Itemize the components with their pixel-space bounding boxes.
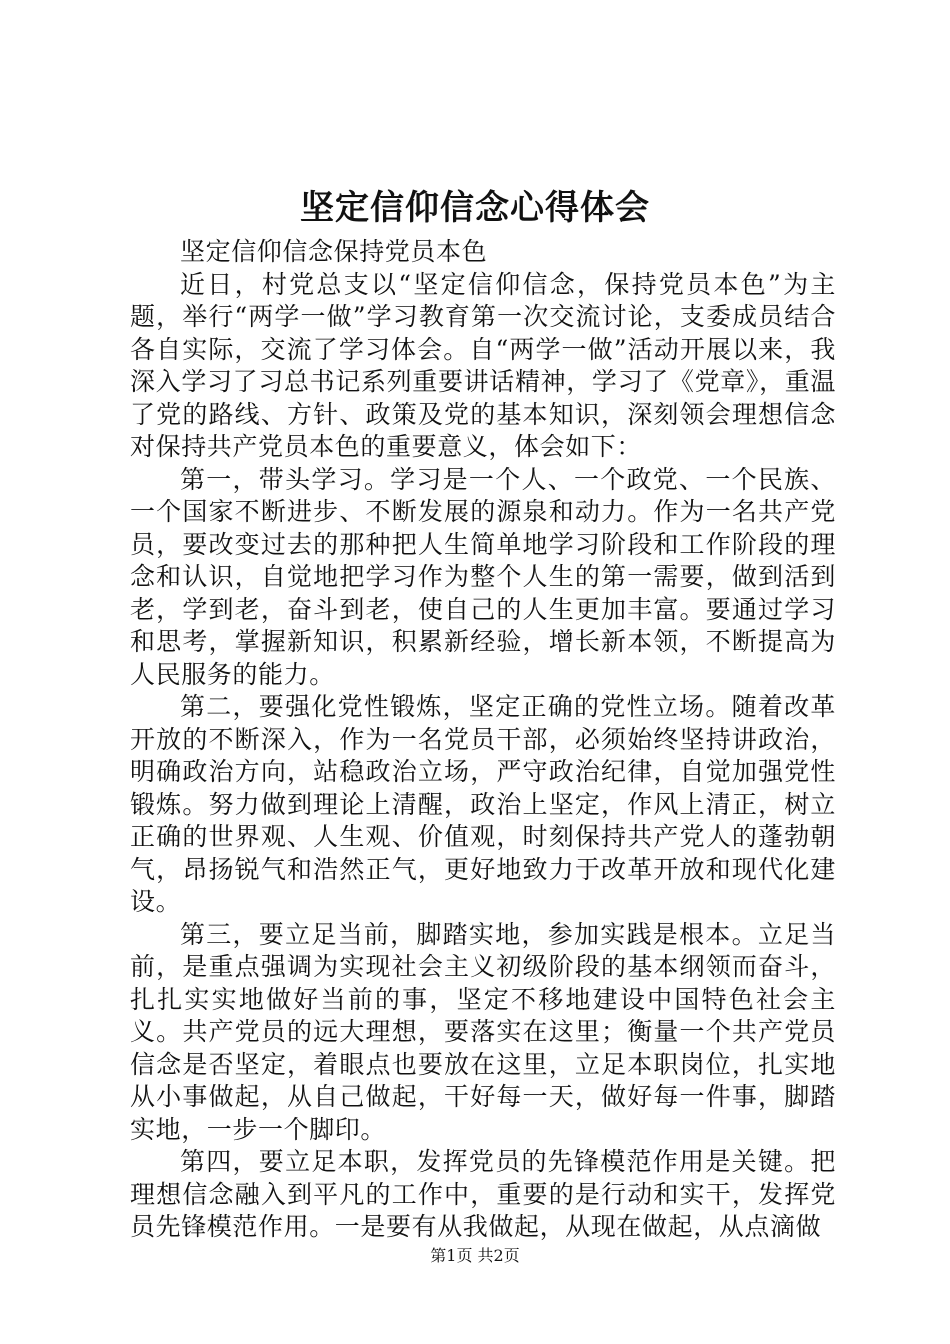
paragraph-subtitle: 坚定信仰信念保持党员本色 bbox=[180, 237, 488, 266]
paragraph-second: 第二，要强化党性锻炼，坚定正确的党性立场。随着改革开放的不断深入，作为一名党员干部，必须始终坚持讲政治，明确政治方向，站稳政治立场，严守政治纪律，自觉加强党性锻炼。努力做到理论上清醒，政治上坚定，作风上清正，树立正确的世界观、人生观、价值观，时刻保持共产党人的蓬勃朝气，昂扬锐气和浩然正气，更好地致力于改革开放和现代化建设。 bbox=[130, 692, 836, 916]
document-title: 坚定信仰信念心得体会 bbox=[300, 188, 650, 228]
paragraph-first: 第一，带头学习。学习是一个人、一个政党、一个民族、一个国家不断进步、不断发展的源泉和动力。作为一名共产党员，要改变过去的那种把人生简单地学习阶段和工作阶段的理念和认识，自觉地把学习作为整个人生的第一需要，做到活到老，学到老，奋斗到老，使自己的人生更加丰富。要通过学习和思考，掌握新知识，积累新经验，增长新本领，不断提高为人民服务的能力。 bbox=[130, 464, 836, 689]
paragraph-fourth: 第四，要立足本职，发挥党员的先锋模范作用是关键。把理想信念融入到平凡的工作中，重要的是行动和实干，发挥党员先锋模范作用。一是要有从我做起，从现在做起，从点滴做 bbox=[130, 1147, 836, 1241]
document-body bbox=[130, 236, 836, 1244]
page-number-footer: 第1页 共2页 bbox=[430, 1246, 520, 1265]
paragraph-intro: 近日，村党总支以“坚定信仰信念，保持党员本色”为主题，举行“两学一做”学习教育第一次交流讨论，支委成员结合各自实际，交流了学习体会。自“两学一做”活动开展以来，我深入学习了习总书记系列重要讲话精神，学习了《党章》，重温了党的路线、方针、政策及党的基本知识，深刻领会理想信念对保持共产党员本色的重要意义，体会如下： bbox=[130, 269, 836, 461]
paragraph-third: 第三，要立足当前，脚踏实地，参加实践是根本。立足当前，是重点强调为实现社会主义初级阶段的基本纲领而奋斗，扎扎实实地做好当前的事，坚定不移地建设中国特色社会主义。共产党员的远大理想，要落实在这里；衡量一个共产党员信念是否坚定，着眼点也要放在这里，立足本职岗位，扎实地从小事做起，从自己做起，干好每一天，做好每一件事，脚踏实地，一步一个脚印。 bbox=[130, 919, 836, 1144]
